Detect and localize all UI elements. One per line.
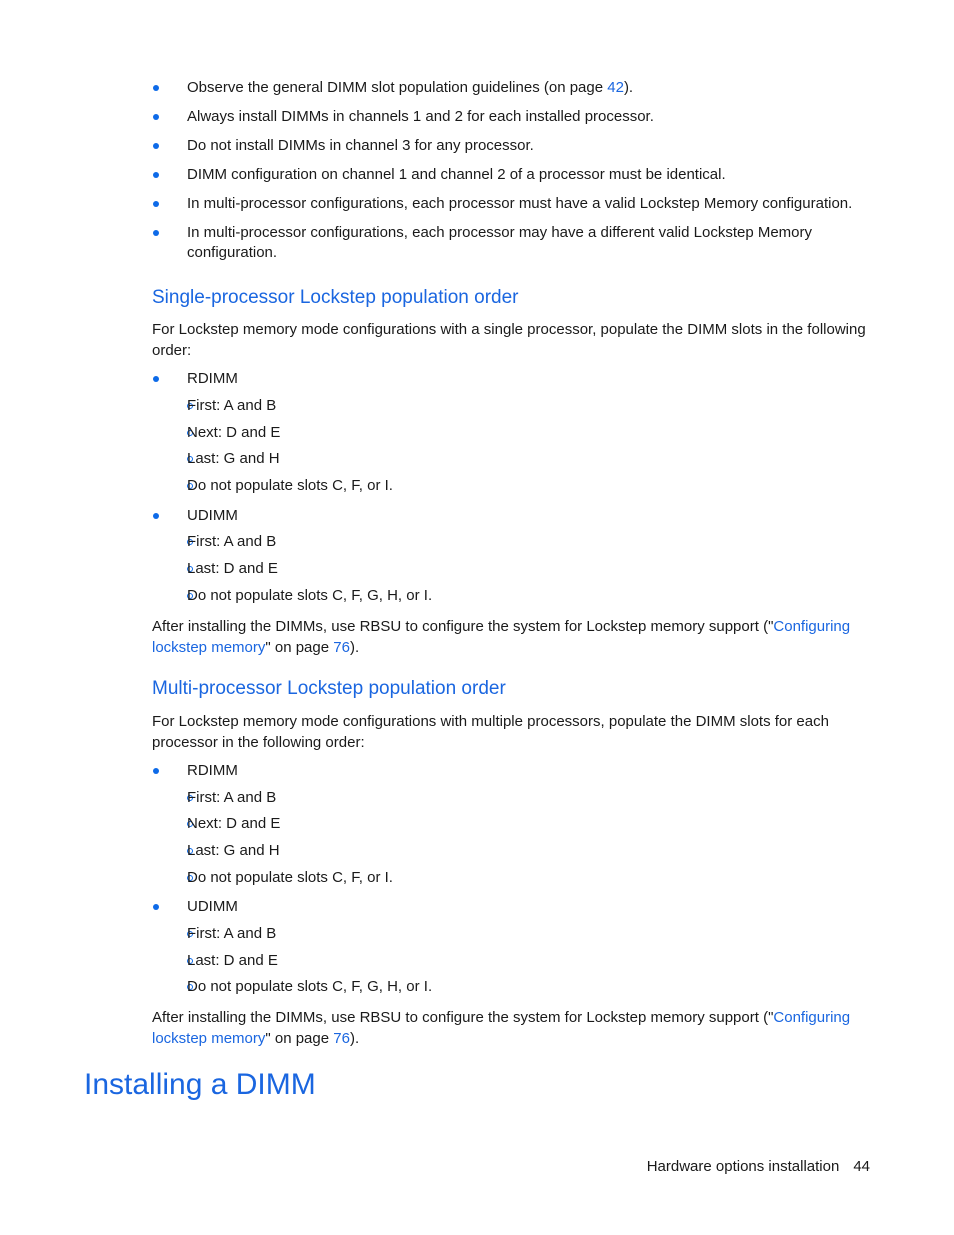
bullet-text: Do not install DIMMs in channel 3 for any processor.: [187, 137, 534, 154]
list-item: [152, 78, 872, 98]
section-after-note: [152, 616, 872, 658]
list-text: Next: D and E: [187, 815, 281, 832]
list-label: RDIMM: [187, 762, 238, 779]
configuring-link[interactable]: lockstep memory: [152, 639, 266, 656]
bullet-icon: [153, 85, 159, 91]
bullet-icon: [153, 904, 159, 910]
main-heading: Installing a DIMM: [84, 1068, 316, 1101]
bullet-icon: [153, 768, 159, 774]
list-item: [152, 165, 872, 185]
note-text: " on page: [265, 639, 334, 656]
bullet-text: In multi-processor configurations, each processor must have a valid Lockstep Memory configuration.: [187, 195, 853, 212]
section-heading-multi: Multi-processor Lockstep population order: [152, 678, 506, 699]
list-text: First: A and B: [187, 397, 277, 414]
configuring-link[interactable]: Configuring: [773, 618, 851, 635]
bullet-text: Observe the general DIMM slot population guidelines (on page: [187, 79, 608, 96]
list-item: [152, 107, 872, 127]
bullet-icon: [153, 143, 159, 149]
bullet-text: In multi-processor configurations, each processor may have a different valid Lockstep Memory configuration.: [187, 224, 813, 261]
list-label: RDIMM: [187, 370, 238, 387]
list-text: Do not populate slots C, F, G, H, or I.: [187, 587, 433, 604]
bullet-icon: [153, 114, 159, 120]
list-text: Last: G and H: [187, 842, 280, 859]
page-link[interactable]: 76: [333, 639, 350, 656]
list-label: UDIMM: [187, 507, 238, 524]
list-text: Next: D and E: [187, 424, 281, 441]
bullet-icon: [153, 230, 159, 236]
section-intro: For Lockstep memory mode configurations with a single processor, populate the DIMM slots in the following order:: [152, 321, 866, 359]
intro-bullet-list: [152, 78, 872, 272]
bullet-text: DIMM configuration on channel 1 and channel 2 of a processor must be identical.: [187, 166, 726, 183]
bullet-icon: [153, 513, 159, 519]
page-number: 44: [853, 1158, 870, 1175]
bullet-icon: [153, 376, 159, 382]
section-after-note: [152, 1007, 872, 1049]
configuring-link[interactable]: Configuring: [773, 1009, 851, 1026]
list-item: [152, 223, 872, 263]
list-text: Last: G and H: [187, 450, 280, 467]
section-heading-single: Single-processor Lockstep population order: [152, 287, 519, 308]
list-text: Last: D and E: [187, 952, 278, 969]
configuring-link[interactable]: lockstep memory: [152, 1030, 266, 1047]
note-text: ).: [349, 1030, 360, 1047]
list-text: First: A and B: [187, 789, 277, 806]
list-item: [152, 194, 872, 214]
bullet-text: ).: [623, 79, 634, 96]
list-text: Do not populate slots C, F, or I.: [187, 477, 393, 494]
section-intro: For Lockstep memory mode configurations with multiple processors, populate the DIMM slots for each processor in the following order:: [152, 713, 829, 751]
bullet-icon: [153, 201, 159, 207]
list-text: Last: D and E: [187, 560, 278, 577]
list-text: Do not populate slots C, F, or I.: [187, 869, 393, 886]
list-text: First: A and B: [187, 925, 277, 942]
list-item: [152, 136, 872, 156]
list-label: UDIMM: [187, 898, 238, 915]
note-text: " on page: [265, 1030, 334, 1047]
bullet-icon: [153, 172, 159, 178]
page-link[interactable]: 76: [333, 1030, 350, 1047]
page-link[interactable]: 42: [607, 79, 624, 96]
list-text: Do not populate slots C, F, G, H, or I.: [187, 978, 433, 995]
note-text: After installing the DIMMs, use RBSU to configure the system for Lockstep memory support (": [152, 1009, 774, 1026]
list-text: First: A and B: [187, 533, 277, 550]
note-text: ).: [349, 639, 360, 656]
page-footer: [647, 1158, 870, 1175]
note-text: After installing the DIMMs, use RBSU to configure the system for Lockstep memory support (": [152, 618, 774, 635]
bullet-text: Always install DIMMs in channels 1 and 2 for each installed processor.: [187, 108, 654, 125]
footer-section: Hardware options installation: [646, 1158, 840, 1175]
